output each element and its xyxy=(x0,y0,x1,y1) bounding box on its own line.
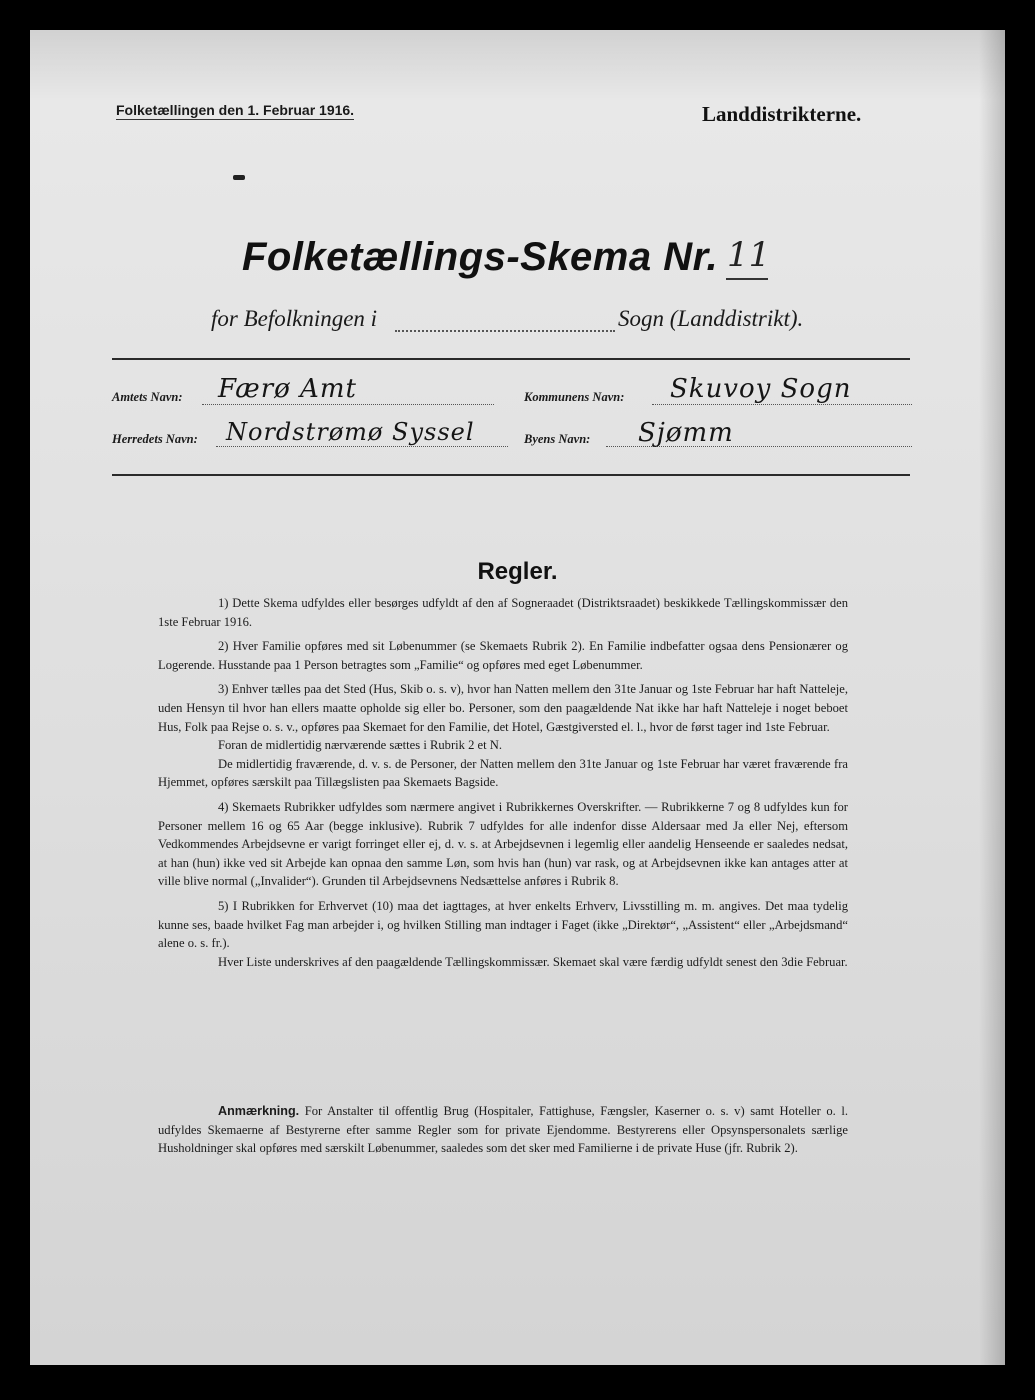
rules-heading: Regler. xyxy=(477,558,558,585)
rule-paragraph: 3) Enhver tælles paa det Sted (Hus, Skib o. s. v), hvor han Natten mellem den 31te Januar og 1ste Februar har haft Natteleje, uden Hensyn til hvor han ellers maatte opholde sig eller bo. Personer, som den paagældende Nat ikke har haft Natteleje i noget beboet Hus, Folk paa Rejse o. s. v., opføres paa Skemaet for den Familie, det Hotel, Gæstgiversted el. l., hvor de først tager ind 1ste Februar. xyxy=(158,682,848,734)
note-paragraph xyxy=(158,1102,848,1158)
amt-value: Færø Amt xyxy=(218,374,357,404)
top-divider xyxy=(112,358,910,360)
rule-paragraph: Foran de midlertidig nærværende sættes i Rubrik 2 et N. xyxy=(218,738,503,753)
form-number-underline xyxy=(726,278,768,280)
rule-paragraph: 2) Hver Familie opføres med sit Løbenummer (se Skemaets Rubrik 2). En Familie indbefatter ogsaa dens Pensionærer og Logerende. Husstande paa 1 Person betragtes som „Familie“ og opføres med eget Løbenummer. xyxy=(158,639,848,672)
kommune-label: Kommunens Navn: xyxy=(524,390,625,404)
page-edge-shadow xyxy=(979,30,1005,1365)
form-number: 11 xyxy=(727,235,771,275)
form-title: Folketællings-Skema Nr. xyxy=(242,235,719,279)
herred-label: Herredets Navn: xyxy=(112,432,198,446)
page-shadow xyxy=(30,30,1005,100)
rule-paragraph: 1) Dette Skema udfyldes eller besørges udfyldt af den af Sogneraadet (Distriktsraadet) beskikkede Tællingskommissær den 1ste Februar 1916. xyxy=(158,596,848,629)
kommune-value: Skuvoy Sogn xyxy=(670,374,852,404)
census-form-page xyxy=(30,30,1005,1365)
by-value: Sjømm xyxy=(638,418,734,448)
ink-mark xyxy=(233,175,245,180)
rule-paragraph: 5) I Rubrikken for Erhvervet (10) maa det iagttages, at hver enkelts Erhverv, Livsstilling m. m. angives. Det maa tydelig kunne ses, baade hvilket Fag man arbejder i, og hvilken Stilling man indtager i Faget (ikke „Direktør“, „Assistent“ eller „Arbejdsmand“ alene o. s. fr.). xyxy=(158,898,848,951)
by-label: Byens Navn: xyxy=(524,432,591,446)
amt-label: Amtets Navn: xyxy=(112,390,183,404)
kommune-fill-line xyxy=(652,404,912,405)
bottom-divider xyxy=(112,474,910,476)
parish-fill-line xyxy=(395,330,615,332)
note-block xyxy=(158,1102,848,1158)
district-type-header: Landdistrikterne. xyxy=(702,102,862,126)
herred-fill-line xyxy=(216,446,508,447)
rule-paragraph: 4) Skemaets Rubrikker udfyldes som nærmere angivet i Rubrikkernes Overskrifter. — Rubrikkerne 7 og 8 udfyldes kun for Personer mellem 16 og 65 Aar (begge inklusive). Rubrik 7 udfyldes for alle indenfor disse Aldersaar med Ja eller Nej, eftersom Vedkommendes Arbejdsevne er varigt forringet eller ej, d. v. s. at Arbejdsevnen i legemlig eller aandelig Henseende er saaledes nedsat, at han (hun) ikke ved sit Arbejde kan opnaa den samme Løn, som hvis han (hun) var rask, og at Arbejdsevnen ikke kan antages atter at ville blive normal („Invalider“). Grunden til Arbejdsevnens Nedsættelse anføres i Rubrik 8. xyxy=(158,799,848,889)
herred-value: Nordstrømø Syssel xyxy=(226,418,475,446)
rule-paragraph: Hver Liste underskrives af den paagældende Tællingskommissær. Skemaet skal være færdig udfyldt senest den 3die Februar. xyxy=(218,954,848,969)
census-date-header: Folketællingen den 1. Februar 1916. xyxy=(116,102,355,118)
note-label: Anmærkning. xyxy=(218,1104,300,1118)
rules-body xyxy=(158,594,848,977)
subtitle-suffix: Sogn (Landdistrikt). xyxy=(618,306,804,331)
subtitle-prefix: for Befolkningen i xyxy=(211,306,378,331)
note-text: For Anstalter til offentlig Brug (Hospitaler, Fattighuse, Fængsler, Kaserner o. s. v) samt Hoteller o. l. udfyldes Skemaerne af Bestyrerne efter samme Regler som for private Ejendomme. Bestyrerens eller Opsynspersonalets særlige Husholdninger skal opføres med særskilt Løbenummer, saaledes som det sker med Familierne i de private Huse (jfr. Rubrik 2). xyxy=(158,1104,848,1156)
rule-paragraph: De midlertidig fraværende, d. v. s. de Personer, der Natten mellem den 31te Januar og 1ste Februar har været fraværende fra Hjemmet, opføres særskilt paa Tillægslisten paa Skemaets Bagside. xyxy=(158,756,848,790)
amt-fill-line xyxy=(202,404,494,405)
